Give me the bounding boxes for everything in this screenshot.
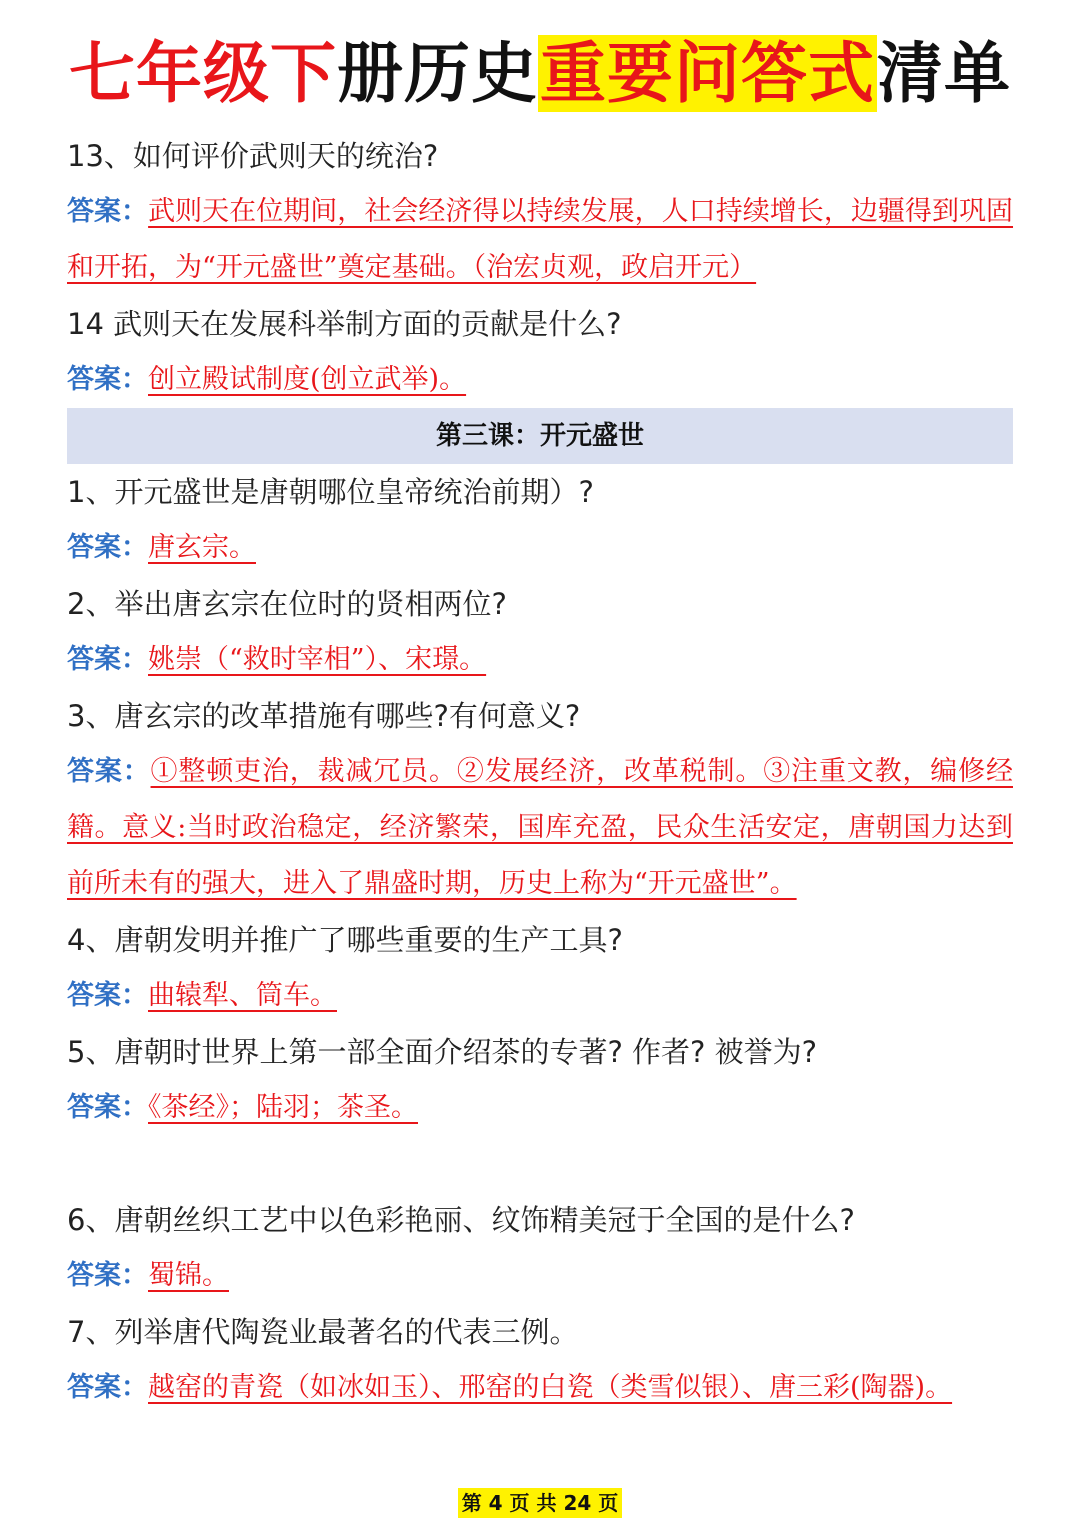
answer-6 — [67, 1248, 1013, 1304]
title-part-highlight: 重要问答式 — [540, 35, 875, 112]
question-2: 2、举出唐玄宗在位时的贤相两位? — [67, 587, 507, 621]
answer-label: 答案： — [67, 644, 148, 675]
question-6: 6、唐朝丝织工艺中以色彩艳丽、纹饰精美冠于全国的是什么? — [67, 1203, 855, 1237]
answer-text: 越窑的青瓷（如冰如玉）、邢窑的白瓷（类雪似银）、唐三彩(陶器)。 — [148, 1372, 953, 1403]
answer-text: ①整顿吏治，裁减冗员。②发展经济，改革税制。③注重文教，编修经籍。意义:当时政治稳定，经济繁荣，国库充盈，民众生活安定，唐朝国力达到前所未有的强大，进入了鼎盛时期，历史上称为“开元盛世”。 — [67, 756, 1013, 899]
section-header: 第三课：开元盛世 — [67, 408, 1013, 464]
answer-text: 曲辕犁、筒车。 — [148, 980, 337, 1011]
question-4: 4、唐朝发明并推广了哪些重要的生产工具? — [67, 923, 623, 957]
title-part-black: 册历史 — [337, 35, 538, 112]
question-5: 5、唐朝时世界上第一部全面介绍茶的专著? 作者? 被誉为? — [67, 1035, 818, 1069]
answer-14 — [67, 352, 1013, 408]
title-part-red: 七年级下 — [69, 35, 337, 112]
document-title — [0, 22, 1080, 126]
answer-2 — [67, 632, 1013, 688]
answer-label: 答案： — [67, 756, 151, 787]
answer-4 — [67, 968, 1013, 1024]
page-footer — [0, 1488, 1080, 1518]
question-1: 1、开元盛世是唐朝哪位皇帝统治前期）? — [67, 475, 594, 509]
answer-text: 《茶经》；陆羽；茶圣。 — [148, 1092, 418, 1123]
answer-label: 答案： — [67, 1260, 148, 1291]
page-number: 第 4 页 共 24 页 — [458, 1488, 623, 1518]
answer-label: 答案： — [67, 364, 148, 395]
qa-content — [67, 128, 1013, 1416]
answer-label: 答案： — [67, 1372, 148, 1403]
answer-7 — [67, 1360, 1013, 1416]
answer-label: 答案： — [67, 532, 148, 563]
answer-label: 答案： — [67, 196, 149, 227]
answer-3 — [67, 744, 1013, 912]
question-7: 7、列举唐代陶瓷业最著名的代表三例。 — [67, 1315, 579, 1349]
answer-5 — [67, 1080, 1013, 1136]
blank-spacer — [67, 1136, 1013, 1192]
answer-text: 蜀锦。 — [148, 1260, 229, 1291]
question-14: 14 武则天在发展科举制方面的贡献是什么? — [67, 307, 622, 341]
answer-label: 答案： — [67, 1092, 148, 1123]
answer-text: 姚崇（“救时宰相”）、宋璟。 — [148, 644, 487, 675]
question-3: 3、唐玄宗的改革措施有哪些?有何意义? — [67, 699, 581, 733]
answer-13 — [67, 184, 1013, 296]
answer-text: 创立殿试制度(创立武举)。 — [148, 364, 467, 395]
answer-text: 武则天在位期间，社会经济得以持续发展，人口持续增长，边疆得到巩固和开拓，为“开元盛世”奠定基础。（治宏贞观，政启开元） — [67, 196, 1014, 283]
answer-1 — [67, 520, 1013, 576]
title-part-black-2: 清单 — [877, 35, 1011, 112]
answer-label: 答案： — [67, 980, 148, 1011]
answer-text: 唐玄宗。 — [148, 532, 256, 563]
question-13: 13、如何评价武则天的统治? — [67, 139, 439, 173]
